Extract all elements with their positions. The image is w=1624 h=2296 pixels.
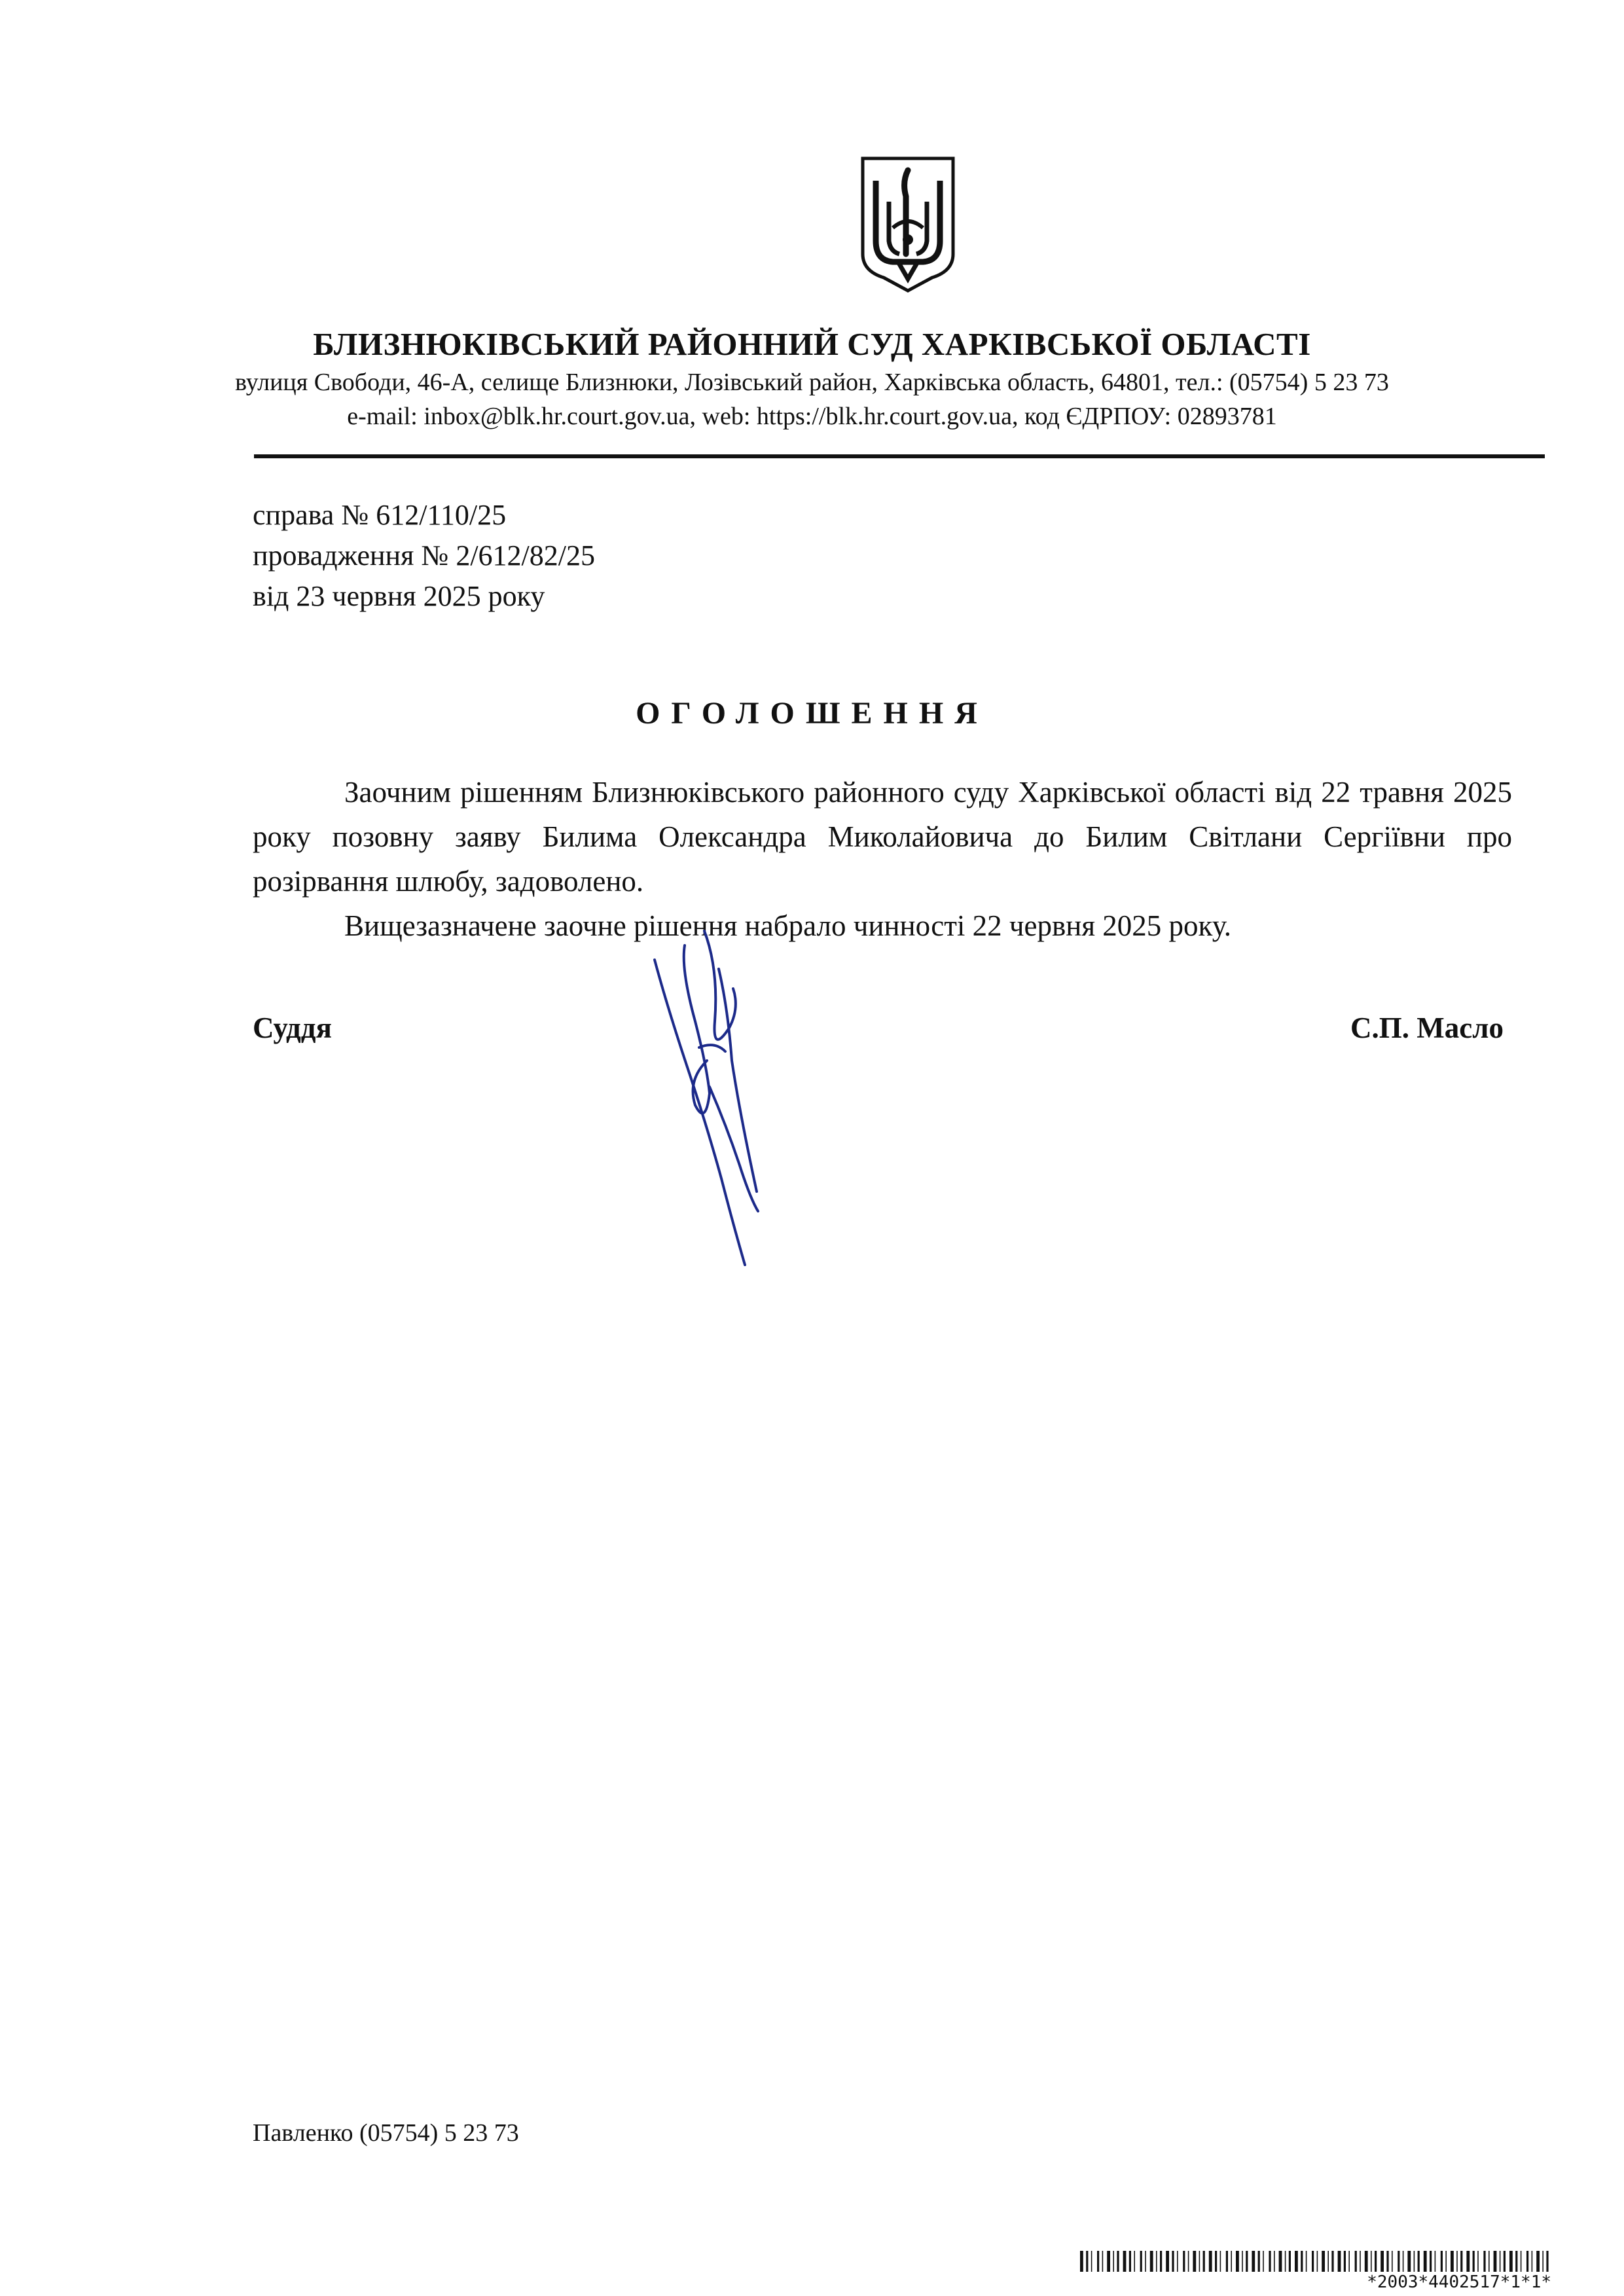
- barcode-bar: [1117, 2251, 1119, 2272]
- barcode-bar: [1360, 2251, 1361, 2272]
- barcode-bar: [1091, 2251, 1092, 2272]
- barcode-bar: [1546, 2251, 1548, 2272]
- barcode-bar: [1398, 2251, 1399, 2272]
- barcode-bar: [1285, 2251, 1286, 2272]
- barcode-number: *2003*4402517*1*1*: [1367, 2272, 1551, 2292]
- barcode-bar: [1322, 2251, 1325, 2272]
- barcode-bar: [1274, 2251, 1275, 2272]
- barcode-bar: [1532, 2251, 1533, 2272]
- barcode-bar: [1129, 2251, 1131, 2272]
- handwritten-signature: [641, 930, 792, 1270]
- barcode-bar: [1344, 2251, 1346, 2272]
- barcode-bar: [1269, 2251, 1271, 2272]
- barcode-bar: [1473, 2251, 1475, 2272]
- proceeding-number: провадження № 2/612/82/25: [253, 539, 595, 572]
- barcode-bar: [1477, 2251, 1479, 2272]
- barcode-bar: [1430, 2251, 1432, 2272]
- barcode-bar: [1312, 2251, 1314, 2272]
- barcode-bar: [1500, 2251, 1501, 2272]
- barcode-bar: [1489, 2251, 1490, 2272]
- barcode-bar: [1134, 2251, 1135, 2272]
- barcode-bar: [1252, 2251, 1255, 2272]
- barcode-bar: [1203, 2251, 1205, 2272]
- barcode-bar: [1456, 2251, 1458, 2272]
- barcode-bar: [1160, 2251, 1162, 2272]
- barcode-bar: [1338, 2251, 1341, 2272]
- barcode-bar: [1242, 2251, 1243, 2272]
- header-divider: [254, 454, 1545, 458]
- barcode-bar: [1246, 2251, 1248, 2272]
- barcode-bar: [1156, 2251, 1157, 2272]
- barcode-bar: [1386, 2251, 1388, 2272]
- barcode-bar: [1226, 2251, 1228, 2272]
- barcode-bar: [1542, 2251, 1543, 2272]
- barcode-bar: [1466, 2251, 1470, 2272]
- barcode-bar: [1526, 2251, 1528, 2272]
- barcode-bar: [1183, 2251, 1185, 2272]
- barcode-bar: [1145, 2251, 1146, 2272]
- barcode-bar: [1515, 2251, 1517, 2272]
- barcode-bar: [1348, 2251, 1350, 2272]
- barcode-bar: [1355, 2251, 1357, 2272]
- barcode-bar: [1483, 2251, 1485, 2272]
- barcode-bar: [1407, 2251, 1411, 2272]
- barcode-bar: [1263, 2251, 1264, 2272]
- signer-title: Суддя: [253, 1011, 332, 1044]
- court-address: вулиця Свободи, 46-А, селище Близнюки, Лозівський район, Харківська область, 64801, тел.: (05754) 5 23 73: [235, 369, 1389, 396]
- barcode-bar: [1220, 2251, 1221, 2272]
- barcode-bar: [1215, 2251, 1217, 2272]
- barcode-bar: [1327, 2251, 1329, 2272]
- barcode-bar: [1172, 2251, 1174, 2272]
- barcode-bar: [1392, 2251, 1393, 2272]
- barcode-bar: [1494, 2251, 1497, 2272]
- barcode-bar: [1166, 2251, 1169, 2272]
- announcement-body: [253, 770, 1512, 948]
- barcode-bar: [1102, 2251, 1104, 2272]
- barcode-bar: [1317, 2251, 1318, 2272]
- barcode-bar: [1331, 2251, 1333, 2272]
- barcode-bar: [1097, 2251, 1099, 2272]
- barcode-bar: [1080, 2251, 1083, 2272]
- barcode-bar: [1460, 2251, 1462, 2272]
- barcode-bar: [1301, 2251, 1303, 2272]
- barcode-bar: [1375, 2251, 1377, 2272]
- barcode-bar: [1177, 2251, 1178, 2272]
- barcode-bar: [1231, 2251, 1232, 2272]
- barcode-bar: [1193, 2251, 1196, 2272]
- barcode-bar: [1536, 2251, 1540, 2272]
- barcode-bar: [1371, 2251, 1372, 2272]
- signer-name: С.П. Масло: [1350, 1011, 1504, 1044]
- barcode-bar: [1295, 2251, 1298, 2272]
- barcode-bar: [1086, 2251, 1088, 2272]
- barcode-bar: [1509, 2251, 1513, 2272]
- barcode-bar: [1123, 2251, 1127, 2272]
- barcode-bar: [1504, 2251, 1506, 2272]
- barcode-bar: [1521, 2251, 1522, 2272]
- barcode-bar: [1435, 2251, 1436, 2272]
- court-contacts: e-mail: inbox@blk.hr.court.gov.ua, web: https://blk.hr.court.gov.ua, код ЄДРПОУ: 02893781: [347, 403, 1277, 430]
- barcode-bar: [1451, 2251, 1454, 2272]
- document-date: від 23 червня 2025 року: [253, 580, 545, 612]
- barcode-bar: [1107, 2251, 1110, 2272]
- barcode-bar: [1403, 2251, 1404, 2272]
- barcode-bar: [1140, 2251, 1142, 2272]
- barcode-bar: [1441, 2251, 1443, 2272]
- barcode-bar: [1209, 2251, 1212, 2272]
- executor-contact: Павленко (05754) 5 23 73: [253, 2119, 519, 2147]
- barcode-bar: [1188, 2251, 1189, 2272]
- barcode-bar: [1289, 2251, 1291, 2272]
- court-name: БЛИЗНЮКІВСЬКИЙ РАЙОННИЙ СУД ХАРКІВСЬКОЇ ОБЛАСТІ: [313, 326, 1311, 362]
- barcode-bar: [1113, 2251, 1114, 2272]
- barcode-bar: [1306, 2251, 1307, 2272]
- barcode-bar: [1279, 2251, 1282, 2272]
- barcode-bar: [1380, 2251, 1384, 2272]
- case-number: справа № 612/110/25: [253, 499, 507, 531]
- coat-of-arms-icon: [859, 156, 957, 293]
- document-heading: ОГОЛОШЕННЯ: [636, 696, 988, 731]
- barcode-bar: [1424, 2251, 1427, 2272]
- barcode-bar: [1236, 2251, 1239, 2272]
- barcode-bar: [1258, 2251, 1260, 2272]
- barcode-bar: [1418, 2251, 1420, 2272]
- announcement-paragraph: Заочним рішенням Близнюківського районного суду Харківської області від 22 травня 2025 року позовну заяву Билима Олександра Миколайовича до Билим Світлани Сергіївни про розірвання шлюбу, задоволено.: [253, 776, 1512, 898]
- barcode-bar: [1150, 2251, 1153, 2272]
- barcode-bar: [1365, 2251, 1368, 2272]
- barcode-bar: [1199, 2251, 1200, 2272]
- announcement-paragraph: Вищезазначене заочне рішення набрало чинності 22 червня 2025 року.: [344, 909, 1231, 942]
- barcode-bar: [1445, 2251, 1447, 2272]
- barcode-bar: [1414, 2251, 1415, 2272]
